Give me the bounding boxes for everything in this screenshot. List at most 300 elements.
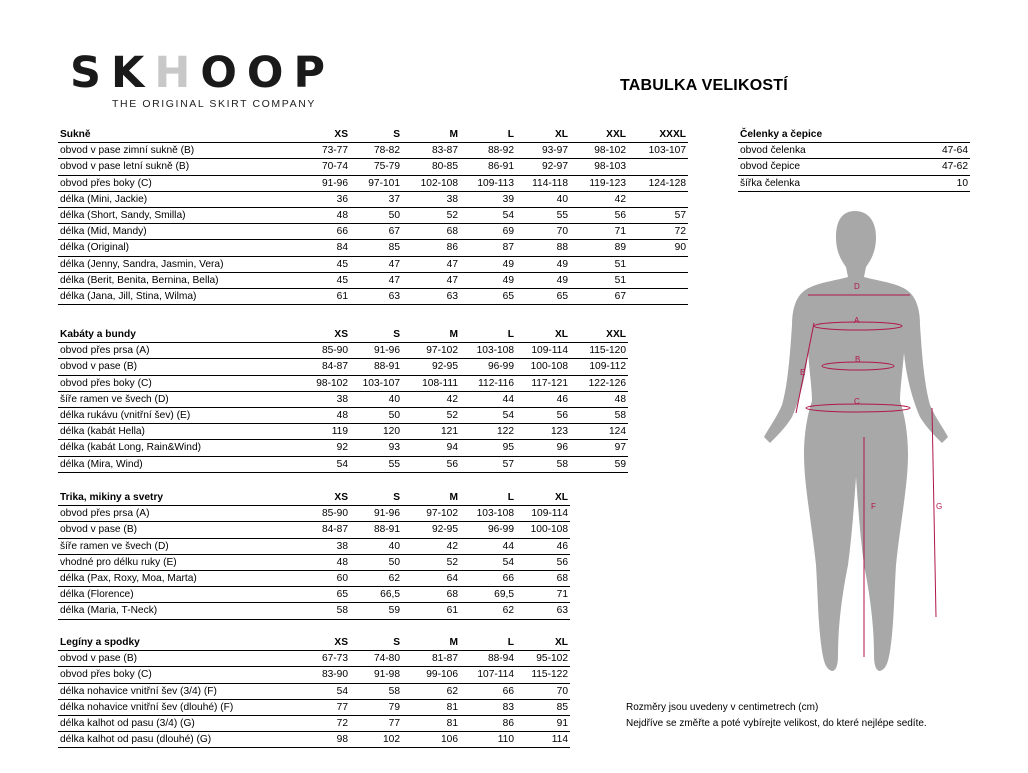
size-value: 91-98 — [350, 667, 402, 683]
size-value: 92-97 — [516, 159, 570, 175]
letter-a: A — [854, 316, 860, 325]
table-row — [58, 456, 628, 472]
size-value: 58 — [516, 456, 570, 472]
size-value — [628, 272, 688, 288]
table-row — [58, 191, 688, 207]
letter-c: C — [854, 397, 860, 406]
size-value: 50 — [350, 407, 402, 423]
leggings-table — [58, 635, 570, 748]
size-value: 77 — [298, 699, 350, 715]
table-row — [738, 143, 970, 159]
size-value: 100-108 — [516, 522, 570, 538]
size-value: 73-77 — [298, 143, 350, 159]
table-row — [58, 343, 628, 359]
size-header: XXXL — [628, 127, 688, 143]
size-value: 74-80 — [350, 651, 402, 667]
measurement-label: obvod v pase (B) — [58, 522, 298, 538]
measurement-label: délka rukávu (vnitřní šev) (E) — [58, 407, 298, 423]
table-row — [738, 159, 970, 175]
measurement-label: délka (Florence) — [58, 587, 298, 603]
size-value: 68 — [516, 570, 570, 586]
size-header: XXL — [570, 127, 628, 143]
logo-tagline: THE ORIGINAL SKIRT COMPANY — [112, 98, 316, 110]
table-row — [58, 732, 570, 748]
size-value: 91 — [516, 715, 570, 731]
size-value: 97 — [570, 440, 628, 456]
size-value: 55 — [350, 456, 402, 472]
size-header: L — [460, 127, 516, 143]
size-value: 61 — [402, 603, 460, 619]
size-value: 38 — [298, 538, 350, 554]
size-value: 108-111 — [402, 375, 460, 391]
size-value: 68 — [402, 224, 460, 240]
size-value: 47-62 — [898, 159, 970, 175]
measurement-label: obvod přes boky (C) — [58, 175, 298, 191]
table-row — [58, 288, 688, 304]
size-value: 115-122 — [516, 667, 570, 683]
brand-logo — [70, 50, 340, 110]
size-value: 117-121 — [516, 375, 570, 391]
size-value: 95 — [460, 440, 516, 456]
size-value: 68 — [402, 587, 460, 603]
size-value: 66,5 — [350, 587, 402, 603]
size-value: 109-114 — [516, 506, 570, 522]
size-value: 124 — [570, 424, 628, 440]
size-value: 49 — [460, 256, 516, 272]
measurement-label: délka (Original) — [58, 240, 298, 256]
table-row — [58, 440, 628, 456]
measurement-label: šíře ramen ve švech (D) — [58, 538, 298, 554]
size-value: 119-123 — [570, 175, 628, 191]
size-value: 58 — [298, 603, 350, 619]
size-value: 51 — [570, 272, 628, 288]
size-value: 48 — [298, 207, 350, 223]
measurement-label: délka (Mira, Wind) — [58, 456, 298, 472]
measurement-label: šíře ramen ve švech (D) — [58, 391, 298, 407]
size-header: M — [402, 635, 460, 651]
note-line-2: Nejdříve se změřte a poté vybírejte velikost, do které nejlépe sedíte. — [626, 718, 927, 729]
size-value: 98-102 — [298, 375, 350, 391]
size-value — [628, 256, 688, 272]
size-value: 94 — [402, 440, 460, 456]
size-value: 85 — [350, 240, 402, 256]
size-value: 88-91 — [350, 522, 402, 538]
shirts-table — [58, 490, 570, 620]
size-value — [628, 191, 688, 207]
measurement-label: délka (Berit, Benita, Bernina, Bella) — [58, 272, 298, 288]
size-value: 80-85 — [402, 159, 460, 175]
table-row — [58, 272, 688, 288]
measurement-note — [626, 700, 927, 732]
table-row — [58, 224, 688, 240]
size-value: 70 — [516, 683, 570, 699]
size-header: XS — [298, 327, 350, 343]
measurement-label: délka (Maria, T-Neck) — [58, 603, 298, 619]
size-value: 92-95 — [402, 359, 460, 375]
size-value: 36 — [298, 191, 350, 207]
size-value: 47 — [350, 256, 402, 272]
size-value: 50 — [350, 207, 402, 223]
section-title: Sukně — [58, 127, 298, 143]
measurement-label: obvod v pase zimní sukně (B) — [58, 143, 298, 159]
size-value: 61 — [298, 288, 350, 304]
size-value: 40 — [350, 538, 402, 554]
size-value: 62 — [460, 603, 516, 619]
measurement-label: vhodné pro délku ruky (E) — [58, 554, 298, 570]
size-value: 66 — [298, 224, 350, 240]
size-value: 84-87 — [298, 359, 350, 375]
size-value: 70-74 — [298, 159, 350, 175]
size-value: 71 — [516, 587, 570, 603]
size-value: 93 — [350, 440, 402, 456]
size-value: 81-87 — [402, 651, 460, 667]
size-value: 47 — [350, 272, 402, 288]
size-value: 97-102 — [402, 343, 460, 359]
letter-b: B — [855, 355, 861, 364]
measurement-label: délka (Jana, Jill, Stina, Wilma) — [58, 288, 298, 304]
table-row — [58, 143, 688, 159]
size-value: 93-97 — [516, 143, 570, 159]
size-value: 119 — [298, 424, 350, 440]
measurement-label: délka kalhot od pasu (dlouhé) (G) — [58, 732, 298, 748]
size-value: 65 — [516, 288, 570, 304]
size-value: 58 — [570, 407, 628, 423]
table-row — [58, 391, 628, 407]
size-value: 54 — [460, 407, 516, 423]
table-row — [58, 256, 688, 272]
size-value: 89 — [570, 240, 628, 256]
size-value: 103-107 — [628, 143, 688, 159]
table-row — [58, 587, 570, 603]
table-row — [58, 240, 688, 256]
table-row — [58, 522, 570, 538]
measurement-label: délka (Jenny, Sandra, Jasmin, Vera) — [58, 256, 298, 272]
measurement-label: šířka čelenka — [738, 175, 898, 191]
table-row — [58, 207, 688, 223]
size-value: 86-91 — [460, 159, 516, 175]
size-value: 122-126 — [570, 375, 628, 391]
size-value: 37 — [350, 191, 402, 207]
measurement-label: obvod v pase letní sukně (B) — [58, 159, 298, 175]
table-row — [58, 159, 688, 175]
size-value: 98-102 — [570, 143, 628, 159]
size-value: 46 — [516, 391, 570, 407]
size-header: L — [460, 490, 516, 506]
size-value: 120 — [350, 424, 402, 440]
size-header: L — [460, 327, 516, 343]
size-value: 42 — [402, 538, 460, 554]
measurement-label: obvod přes boky (C) — [58, 667, 298, 683]
size-value: 96 — [516, 440, 570, 456]
size-header: XS — [298, 490, 350, 506]
size-value: 110 — [460, 732, 516, 748]
measurement-label: délka (Short, Sandy, Smilla) — [58, 207, 298, 223]
letter-d: D — [854, 282, 860, 291]
size-value: 51 — [570, 256, 628, 272]
size-value: 98 — [298, 732, 350, 748]
size-value: 55 — [516, 207, 570, 223]
size-value: 67 — [350, 224, 402, 240]
size-value: 71 — [570, 224, 628, 240]
size-value: 92-95 — [402, 522, 460, 538]
size-value: 91-96 — [350, 343, 402, 359]
size-value: 109-112 — [570, 359, 628, 375]
section-title: Čelenky a čepice — [738, 127, 898, 143]
size-value: 54 — [298, 456, 350, 472]
measurement-label: délka (kabát Long, Rain&Wind) — [58, 440, 298, 456]
size-value: 54 — [460, 207, 516, 223]
size-value: 84-87 — [298, 522, 350, 538]
size-value: 63 — [402, 288, 460, 304]
body-measurement-figure — [740, 205, 970, 680]
table-row — [58, 667, 570, 683]
size-value: 96-99 — [460, 359, 516, 375]
size-value: 52 — [402, 207, 460, 223]
size-value — [628, 159, 688, 175]
size-value: 54 — [460, 554, 516, 570]
size-value: 98-103 — [570, 159, 628, 175]
size-header: XL — [516, 127, 570, 143]
measurement-label: délka nohavice vnitřní šev (dlouhé) (F) — [58, 699, 298, 715]
size-value: 83 — [460, 699, 516, 715]
size-value: 85-90 — [298, 343, 350, 359]
size-value: 62 — [350, 570, 402, 586]
size-value: 64 — [402, 570, 460, 586]
size-value: 56 — [570, 207, 628, 223]
size-value: 60 — [298, 570, 350, 586]
size-value: 40 — [516, 191, 570, 207]
size-value: 49 — [460, 272, 516, 288]
size-value: 88-94 — [460, 651, 516, 667]
size-value: 123 — [516, 424, 570, 440]
size-value: 52 — [402, 407, 460, 423]
skirts-table — [58, 127, 688, 305]
table-row — [58, 554, 570, 570]
size-value: 78-82 — [350, 143, 402, 159]
size-value: 44 — [460, 538, 516, 554]
size-value: 109-114 — [516, 343, 570, 359]
size-value: 103-108 — [460, 506, 516, 522]
size-value: 54 — [298, 683, 350, 699]
size-value: 40 — [350, 391, 402, 407]
table-row — [58, 651, 570, 667]
size-value: 91-96 — [298, 175, 350, 191]
size-value: 97-101 — [350, 175, 402, 191]
measurement-label: délka (kabát Hella) — [58, 424, 298, 440]
size-value: 44 — [460, 391, 516, 407]
size-value: 107-114 — [460, 667, 516, 683]
size-value: 50 — [350, 554, 402, 570]
size-value: 86 — [402, 240, 460, 256]
size-value: 57 — [628, 207, 688, 223]
size-value: 90 — [628, 240, 688, 256]
size-value: 115-120 — [570, 343, 628, 359]
measurement-label: délka nohavice vnitřní šev (3/4) (F) — [58, 683, 298, 699]
size-value: 59 — [570, 456, 628, 472]
section-title: Trika, mikiny a svetry — [58, 490, 298, 506]
size-header: XS — [298, 127, 350, 143]
size-value: 58 — [350, 683, 402, 699]
size-value: 56 — [402, 456, 460, 472]
size-value: 57 — [460, 456, 516, 472]
size-value: 52 — [402, 554, 460, 570]
size-value: 69 — [460, 224, 516, 240]
size-value: 62 — [402, 683, 460, 699]
table-row — [58, 570, 570, 586]
size-value — [628, 288, 688, 304]
body-silhouette — [764, 211, 948, 671]
size-value: 81 — [402, 715, 460, 731]
table-row — [58, 538, 570, 554]
table-row — [58, 699, 570, 715]
size-header: M — [402, 490, 460, 506]
size-value: 65 — [460, 288, 516, 304]
measurement-label: délka (Pax, Roxy, Moa, Marta) — [58, 570, 298, 586]
size-value: 69,5 — [460, 587, 516, 603]
size-value: 114-118 — [516, 175, 570, 191]
size-value: 87 — [460, 240, 516, 256]
size-value: 83-90 — [298, 667, 350, 683]
letter-g: G — [936, 502, 943, 511]
size-value: 47 — [402, 272, 460, 288]
size-value: 84 — [298, 240, 350, 256]
size-value: 70 — [516, 224, 570, 240]
table-row — [58, 715, 570, 731]
size-value: 88-91 — [350, 359, 402, 375]
size-value: 97-102 — [402, 506, 460, 522]
size-value: 102 — [350, 732, 402, 748]
size-value: 92 — [298, 440, 350, 456]
silhouette-shape — [764, 211, 948, 671]
table-header-row — [58, 635, 570, 651]
letter-f: F — [871, 502, 876, 511]
table-header-row — [58, 490, 570, 506]
size-value: 45 — [298, 272, 350, 288]
coats-table — [58, 327, 628, 473]
size-header: XS — [298, 635, 350, 651]
size-value: 63 — [350, 288, 402, 304]
size-value: 81 — [402, 699, 460, 715]
size-header: M — [402, 127, 460, 143]
size-value: 85-90 — [298, 506, 350, 522]
size-value: 109-113 — [460, 175, 516, 191]
measure-g-line — [932, 408, 936, 617]
size-value: 77 — [350, 715, 402, 731]
size-value: 100-108 — [516, 359, 570, 375]
size-value: 83-87 — [402, 143, 460, 159]
letter-e: E — [800, 368, 806, 377]
measurement-label: délka kalhot od pasu (3/4) (G) — [58, 715, 298, 731]
size-value: 66 — [460, 683, 516, 699]
size-value: 112-116 — [460, 375, 516, 391]
size-value: 65 — [298, 587, 350, 603]
size-value: 72 — [628, 224, 688, 240]
table-row — [58, 375, 628, 391]
size-header — [898, 127, 970, 143]
size-value: 88 — [516, 240, 570, 256]
table-header-row — [58, 127, 688, 143]
size-value: 102-108 — [402, 175, 460, 191]
size-header: S — [350, 635, 402, 651]
size-value: 85 — [516, 699, 570, 715]
size-value: 56 — [516, 407, 570, 423]
size-value: 48 — [570, 391, 628, 407]
measurement-label: obvod přes prsa (A) — [58, 343, 298, 359]
table-row — [58, 506, 570, 522]
measurement-label: obvod přes prsa (A) — [58, 506, 298, 522]
size-value: 48 — [298, 407, 350, 423]
size-value: 75-79 — [350, 159, 402, 175]
size-header: XXL — [570, 327, 628, 343]
size-value: 59 — [350, 603, 402, 619]
measurement-label: obvod v pase (B) — [58, 359, 298, 375]
size-value: 10 — [898, 175, 970, 191]
measurement-label: obvod přes boky (C) — [58, 375, 298, 391]
size-value: 46 — [516, 538, 570, 554]
measurement-label: délka (Mini, Jackie) — [58, 191, 298, 207]
size-value: 106 — [402, 732, 460, 748]
size-header: XL — [516, 490, 570, 506]
table-header-row — [738, 127, 970, 143]
size-header: S — [350, 127, 402, 143]
size-value: 39 — [460, 191, 516, 207]
size-value: 56 — [516, 554, 570, 570]
measurement-label: obvod čepice — [738, 159, 898, 175]
size-value: 88-92 — [460, 143, 516, 159]
size-value: 38 — [298, 391, 350, 407]
size-value: 103-107 — [350, 375, 402, 391]
table-row — [58, 683, 570, 699]
size-value: 96-99 — [460, 522, 516, 538]
note-line-1: Rozměry jsou uvedeny v centimetrech (cm) — [626, 702, 819, 713]
size-value: 42 — [402, 391, 460, 407]
table-row — [58, 175, 688, 191]
size-value: 79 — [350, 699, 402, 715]
section-title: Legíny a spodky — [58, 635, 298, 651]
size-header: XL — [516, 635, 570, 651]
size-value: 99-106 — [402, 667, 460, 683]
table-header-row — [58, 327, 628, 343]
table-row — [58, 359, 628, 375]
size-value: 47-64 — [898, 143, 970, 159]
table-row — [58, 407, 628, 423]
size-header: M — [402, 327, 460, 343]
size-value: 63 — [516, 603, 570, 619]
size-value: 121 — [402, 424, 460, 440]
logo-wordmark: SKHOOP — [70, 48, 335, 98]
page-title: TABULKA VELIKOSTÍ — [620, 77, 788, 94]
table-row — [58, 603, 570, 619]
size-header: S — [350, 490, 402, 506]
size-value: 67 — [570, 288, 628, 304]
section-title: Kabáty a bundy — [58, 327, 298, 343]
size-value: 38 — [402, 191, 460, 207]
size-value: 95-102 — [516, 651, 570, 667]
size-value: 66 — [460, 570, 516, 586]
size-value: 72 — [298, 715, 350, 731]
size-value: 114 — [516, 732, 570, 748]
size-value: 86 — [460, 715, 516, 731]
size-value: 45 — [298, 256, 350, 272]
size-header: L — [460, 635, 516, 651]
size-value: 67-73 — [298, 651, 350, 667]
headwear-table — [738, 127, 970, 192]
size-value: 91-96 — [350, 506, 402, 522]
size-value: 48 — [298, 554, 350, 570]
size-value: 42 — [570, 191, 628, 207]
size-header: XL — [516, 327, 570, 343]
size-value: 49 — [516, 272, 570, 288]
